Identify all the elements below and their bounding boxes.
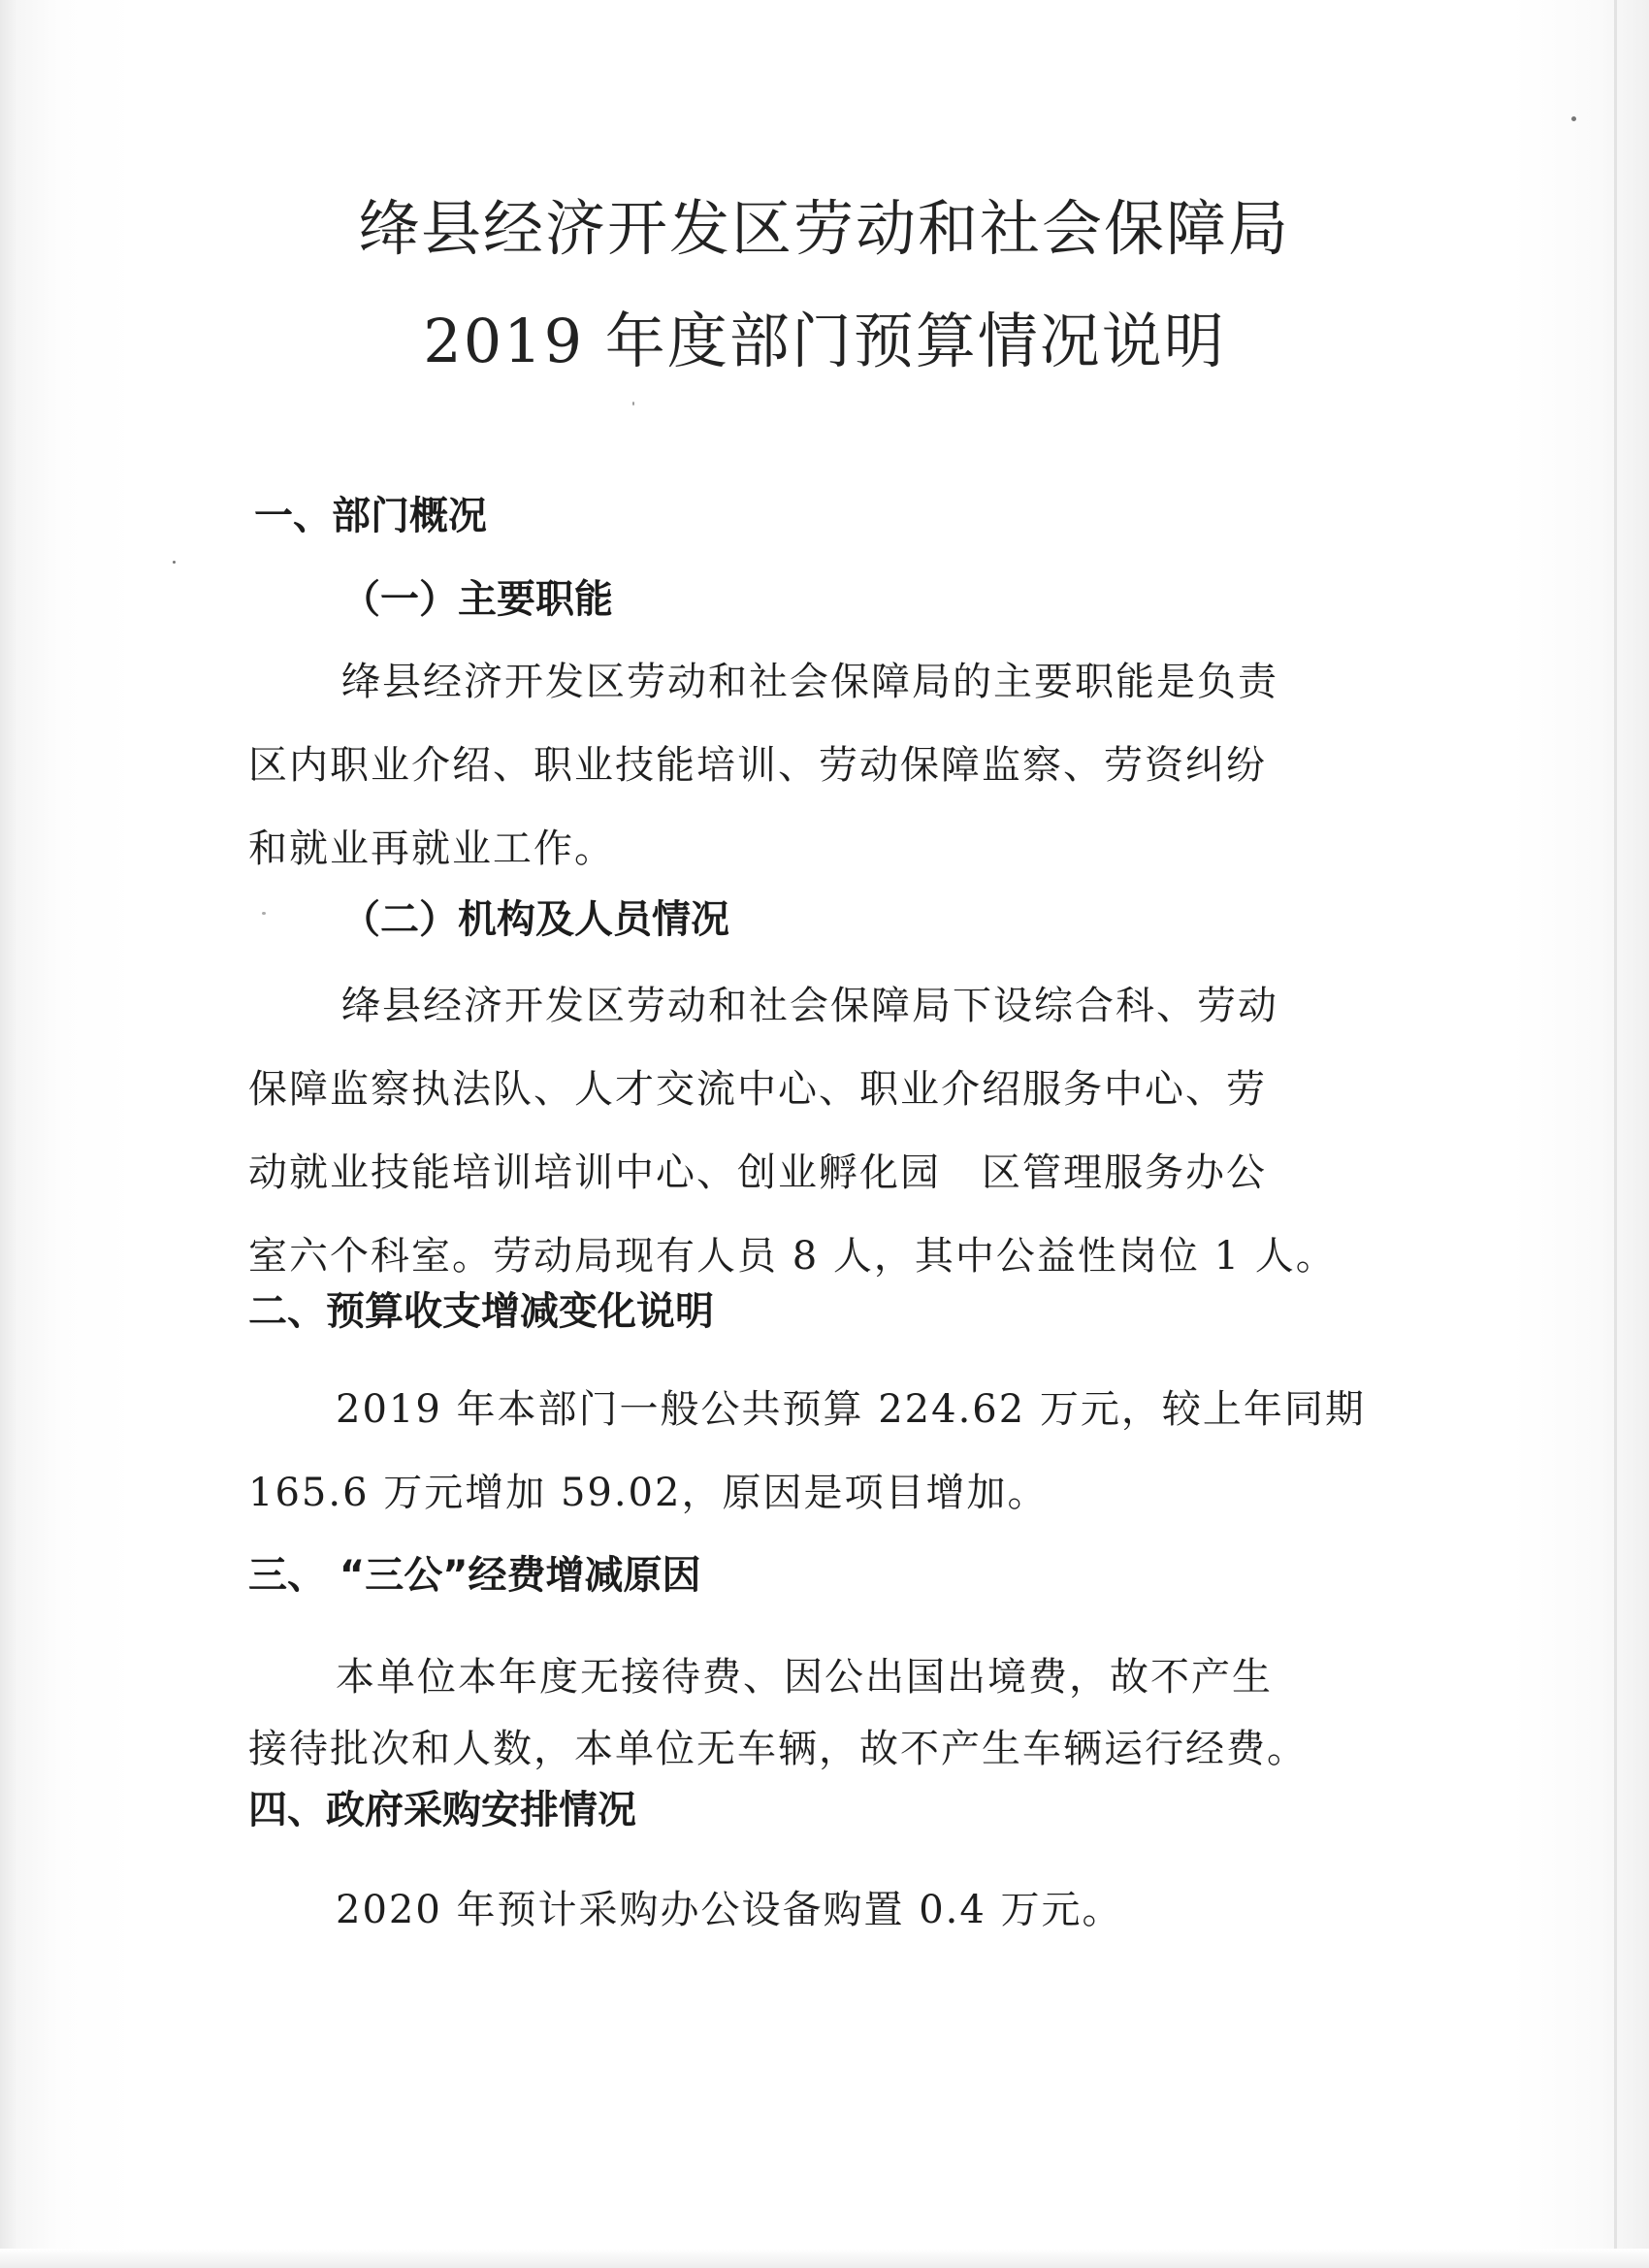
paragraph-line: 本单位本年度无接待费、因公出国出境费，故不产生 xyxy=(336,1655,1273,1700)
section-1-heading: 一、部门概况 xyxy=(254,494,487,538)
document-title-line-1: 绛县经济开发区劳动和社会保障局 xyxy=(358,193,1290,264)
scan-speck xyxy=(632,402,634,405)
paragraph-line: 2019 年本部门一般公共预算 224.62 万元，较上年同期 xyxy=(336,1387,1366,1432)
paragraph-line: 165.6 万元增加 59.02，原因是项目增加。 xyxy=(248,1471,1049,1515)
paragraph-line: 和就业再就业工作。 xyxy=(248,826,615,871)
section-1-sub-2-heading: （二）机构及人员情况 xyxy=(341,897,729,942)
scan-speck xyxy=(173,561,176,564)
scan-speck xyxy=(262,912,266,915)
paragraph-line: 接待批次和人数，本单位无车辆，故不产生车辆运行经费。 xyxy=(248,1727,1308,1771)
section-3-heading: 三、 “三公”经费增减原因 xyxy=(248,1553,701,1598)
paragraph-line: 绛县经济开发区劳动和社会保障局的主要职能是负责 xyxy=(341,660,1278,704)
scan-edge-bottom xyxy=(0,2249,1649,2268)
section-4-heading: 四、政府采购安排情况 xyxy=(248,1788,636,1832)
paragraph-line: 动就业技能培训培训中心、创业孵化园 区管理服务办公 xyxy=(248,1150,1267,1195)
paragraph-line: 2020 年预计采购办公设备购置 0.4 万元。 xyxy=(336,1888,1123,1932)
paragraph-line: 区内职业介绍、职业技能培训、劳动保障监察、劳资纠纷 xyxy=(248,743,1267,788)
paragraph-line: 绛县经济开发区劳动和社会保障局下设综合科、劳动 xyxy=(341,984,1278,1028)
paragraph-line: 室六个科室。劳动局现有人员 8 人，其中公益性岗位 1 人。 xyxy=(248,1234,1337,1279)
paragraph-line: 保障监察执法队、人才交流中心、职业介绍服务中心、劳 xyxy=(248,1067,1267,1112)
document-title-line-2: 2019 年度部门预算情况说明 xyxy=(423,306,1226,376)
section-1-sub-1-heading: （一）主要职能 xyxy=(341,577,613,622)
scan-speck xyxy=(1571,116,1576,121)
section-2-heading: 二、预算收支增减变化说明 xyxy=(248,1289,714,1334)
